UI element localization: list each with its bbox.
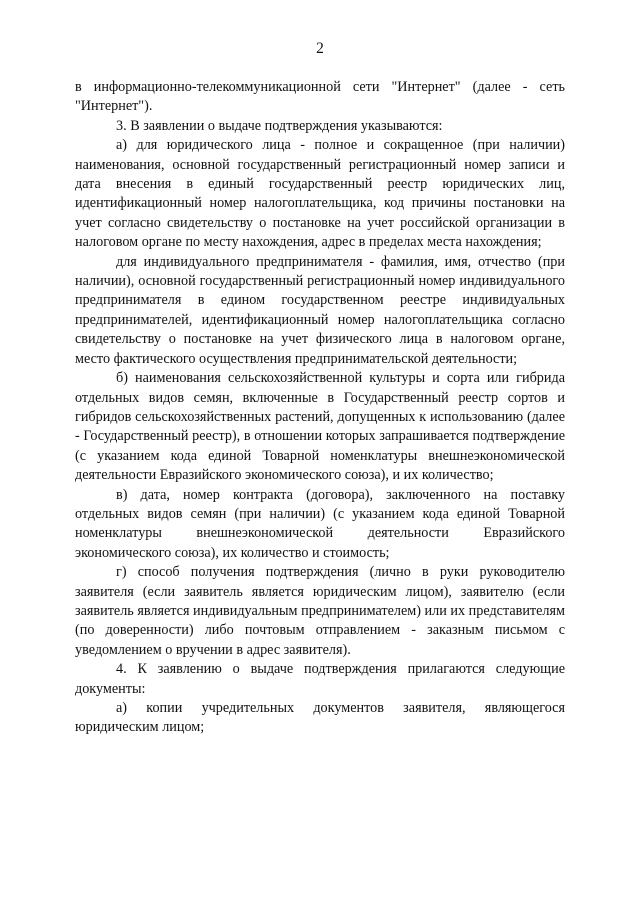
paragraph-continuation: в информационно-телекоммуникационной сети "Интернет" (далее - сеть "Интернет"). bbox=[75, 79, 565, 115]
paragraph-item-3g: г) способ получения подтверждения (лично в руки руководителю заявителя (если заявитель является юридическим лицом), заявителю (если заявитель является индивидуальным предпринимателем) или их представителям (по доверенности) либо почтовым отправлением - заказным письмом с уведомлением о вручении в адрес заявителя). bbox=[75, 564, 565, 658]
document-body bbox=[75, 78, 565, 738]
paragraph-item-4: 4. К заявлению о выдаче подтверждения прилагаются следующие документы: bbox=[75, 661, 565, 697]
paragraph-item-3b: б) наименования сельскохозяйственной культуры и сорта или гибрида отдельных видов семян, включенные в Государственный реестр сортов и гибридов сельскохозяйственных растений, допущенных к использованию (далее - Государственный реестр), в отношении которых запрашивается подтверждение (с указанием кода единой Товарной номенклатуры внешнеэкономической деятельности Евразийского экономического союза), и их количество; bbox=[75, 370, 565, 484]
paragraph-item-4a: а) копии учредительных документов заявителя, являющегося юридическим лицом; bbox=[75, 700, 565, 736]
paragraph-item-3: 3. В заявлении о выдаче подтверждения указываются: bbox=[116, 117, 443, 134]
paragraph-item-3a-entrepreneur: для индивидуального предпринимателя - фамилия, имя, отчество (при наличии), основной государственный регистрационный номер индивидуального предпринимателя в едином государственном реестре индивидуальных предпринимателей, идентификационный номер налогоплательщика согласно свидетельству о постановке на учет физического лица в налоговом органе, место фактического осуществления предпринимательской деятельности; bbox=[75, 253, 565, 367]
page-number: 2 bbox=[316, 40, 324, 57]
paragraph-item-3v: в) дата, номер контракта (договора), заключенного на поставку отдельных видов семян (при наличии) (с указанием кода единой Товарной номенклатуры внешнеэкономической деятельности Евразийского экономического союза), их количество и стоимость; bbox=[75, 486, 565, 561]
paragraph-item-3a: а) для юридического лица - полное и сокращенное (при наличии) наименования, основной государственный регистрационный номер записи и дата внесения в единый государственный реестр юридических лиц, идентификационный номер налогоплательщика, код причины постановки на учет согласно свидетельству о постановке на учет российской организации в налоговом органе по месту нахождения, адрес в пределах места нахождения; bbox=[75, 137, 565, 251]
